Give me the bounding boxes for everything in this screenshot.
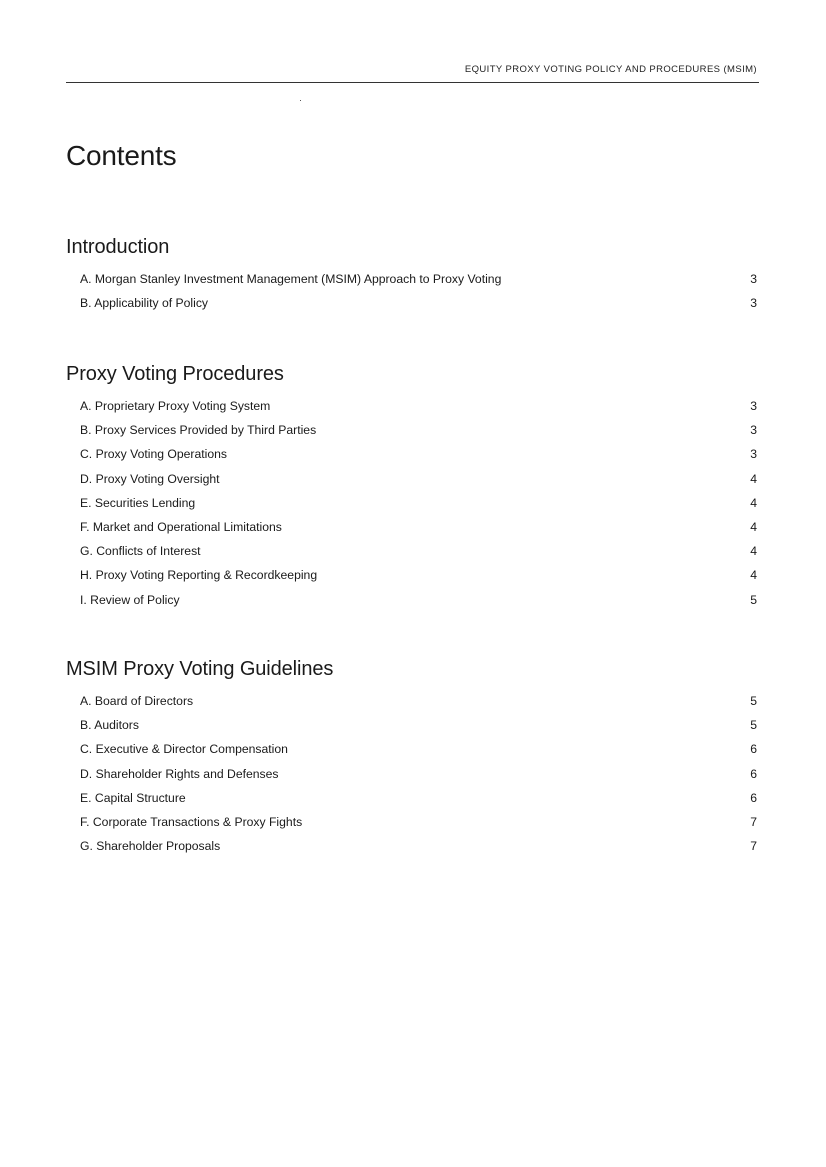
toc-entry-label: F. Corporate Transactions & Proxy Fights (80, 815, 303, 830)
toc-entry-page-number: 5 (750, 694, 757, 709)
toc-entry[interactable] (66, 467, 759, 491)
toc-entry-page-number: 4 (750, 495, 757, 510)
toc-entry-page-number: 6 (750, 742, 757, 757)
toc-entry-page-number: 3 (750, 399, 757, 414)
toc-entry[interactable] (66, 713, 759, 737)
toc-entry[interactable] (66, 588, 759, 612)
toc-entry-page-number: 5 (750, 592, 757, 607)
toc-entry-label: A. Proprietary Proxy Voting System (80, 399, 271, 414)
toc-entry-label: D. Proxy Voting Oversight (80, 471, 220, 486)
toc-list (66, 267, 759, 315)
toc-entry[interactable] (66, 810, 759, 834)
toc-list (66, 689, 759, 858)
section-heading: Proxy Voting Procedures (66, 363, 284, 385)
toc-entry-label: I. Review of Policy (80, 592, 180, 607)
toc-entry-label: A. Morgan Stanley Investment Management (MSIM) Approach to Proxy Voting (80, 272, 502, 287)
toc-entry-label: A. Board of Directors (80, 694, 194, 709)
toc-section-msim-proxy-voting-guidelines (66, 655, 759, 858)
toc-entry[interactable] (66, 267, 759, 291)
toc-entry-page-number: 5 (750, 718, 757, 733)
toc-section-introduction (66, 233, 759, 315)
toc-entry-label: D. Shareholder Rights and Defenses (80, 766, 279, 781)
toc-entry-page-number: 4 (750, 471, 757, 486)
toc-entry-label: E. Securities Lending (80, 495, 196, 510)
toc-entry[interactable] (66, 394, 759, 418)
toc-entry-label: G. Conflicts of Interest (80, 544, 201, 559)
stray-dot (300, 100, 301, 101)
toc-entry[interactable] (66, 491, 759, 515)
toc-entry[interactable] (66, 762, 759, 786)
toc-entry-page-number: 4 (750, 544, 757, 559)
toc-entry-label: E. Capital Structure (80, 790, 186, 805)
toc-entry-page-number: 6 (750, 790, 757, 805)
toc-entry-page-number: 4 (750, 520, 757, 535)
toc-entry-page-number: 3 (750, 423, 757, 438)
toc-entry-label: B. Auditors (80, 718, 139, 733)
toc-entry[interactable] (66, 834, 759, 858)
toc-entry-page-number: 4 (750, 568, 757, 583)
running-header: EQUITY PROXY VOTING POLICY AND PROCEDURES (MSIM) (464, 64, 757, 75)
toc-entry[interactable] (66, 563, 759, 587)
toc-entry-page-number: 7 (750, 815, 757, 830)
toc-entry[interactable] (66, 418, 759, 442)
toc-entry[interactable] (66, 539, 759, 563)
toc-entry[interactable] (66, 689, 759, 713)
toc-entry-label: C. Proxy Voting Operations (80, 447, 227, 462)
toc-entry-label: H. Proxy Voting Reporting & Recordkeeping (80, 568, 318, 583)
toc-list (66, 394, 759, 612)
toc-entry[interactable] (66, 515, 759, 539)
toc-entry-page-number: 7 (750, 839, 757, 854)
toc-entry[interactable] (66, 786, 759, 810)
toc-section-proxy-voting-procedures (66, 360, 759, 612)
toc-entry[interactable] (66, 442, 759, 466)
toc-entry-label: C. Executive & Director Compensation (80, 742, 288, 757)
page-title: Contents (66, 140, 177, 171)
toc-entry-page-number: 6 (750, 766, 757, 781)
header-rule (66, 82, 759, 83)
toc-entry-label: F. Market and Operational Limitations (80, 520, 282, 535)
section-heading: MSIM Proxy Voting Guidelines (66, 658, 334, 680)
toc-entry-label: B. Proxy Services Provided by Third Parties (80, 423, 317, 438)
toc-entry-page-number: 3 (750, 296, 757, 311)
toc-entry-label: B. Applicability of Policy (80, 296, 209, 311)
toc-entry[interactable] (66, 737, 759, 761)
toc-entry-page-number: 3 (750, 447, 757, 462)
toc-entry-page-number: 3 (750, 272, 757, 287)
section-heading: Introduction (66, 236, 170, 258)
toc-entry-label: G. Shareholder Proposals (80, 839, 221, 854)
toc-entry[interactable] (66, 291, 759, 315)
